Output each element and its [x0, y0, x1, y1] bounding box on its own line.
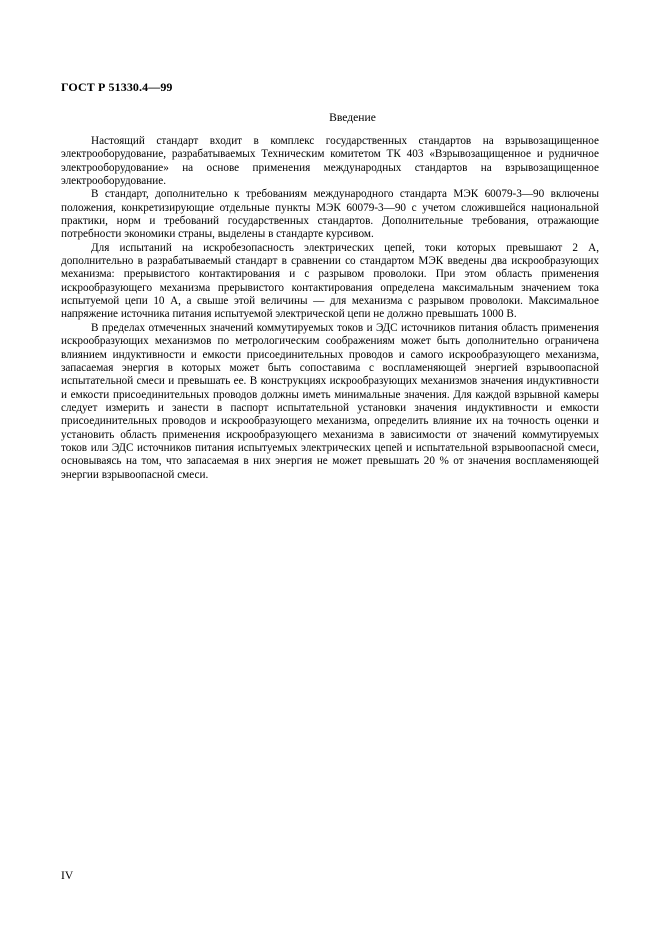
- paragraph-scope: Настоящий стандарт входит в комплекс государственных стандартов на взрывозащищенное электрооборудование, разрабатываемых Техническим комитетом ТК 403 «Взрывозащищенное и рудничное электрооборудование» на основе применения международных стандартов на взрывозащищенное электрооборудование.: [61, 135, 599, 188]
- paragraph-limitations: В пределах отмеченных значений коммутируемых токов и ЭДС источников питания область применения искрообразующих механизмов по метрологическим соображениям может быть дополнительно ограничена влиянием индуктивности и емкости присоединительных проводов и самого искрообразующего механизма, запасаемая энергия в которых может быть сопоставима с воспламеняющей энергией взрывоопасной испытательной смеси и превышать ее. В конструкциях искрообразующих механизмов значения индуктивности и емкости присоединительных проводов должны иметь минимальные значения. Для каждой взрывной камеры следует измерить и занести в паспорт испытательной установки значения индуктивности и емкости присоединительных проводов и искрообразующего механизма, определить влияние их на точность оценки и установить область применения искрообразующего механизма в зависимости от значений коммутируемых токов или ЭДС источников питания испытуемых электрических цепей и испытательной взрывоопасной смеси, основываясь на том, что запасаемая в них энергия не может превышать 20 % от значения воспламеняющей энергии взрывоопасной смеси.: [61, 321, 599, 481]
- section-title: Введение: [329, 111, 376, 124]
- paragraph-additions: В стандарт, дополнительно к требованиям международного стандарта МЭК 60079-3—90 включены положения, конкретизирующие отдельные пункты МЭК 60079-3—90 с учетом сложившейся национальной практики, норм и требований государственных стандартов. Дополнительные требования, отражающие потребности экономики страны, выделены в стандарте курсивом.: [61, 188, 599, 241]
- page-number: IV: [61, 869, 74, 882]
- paragraph-spark-mechanisms: Для испытаний на искробезопасность электрических цепей, токи которых превышают 2 А, дополнительно в разрабатываемый стандарт в сравнении со стандартом МЭК введены два искрообразующих механизма: прерывистого контактирования и с разрывом проволоки. При этом область применения искрообразующего механизма прерывистого контактирования определена максимальным значением тока испытуемой цепи 10 А, а свыше этой величины — для механизма с разрывом проволоки. Максимальное напряжение источника питания испытуемой электрической цепи не должно превышать 1000 В.: [61, 241, 599, 321]
- standard-number-header: ГОСТ Р 51330.4—99: [61, 80, 173, 94]
- introduction-body: [61, 135, 599, 482]
